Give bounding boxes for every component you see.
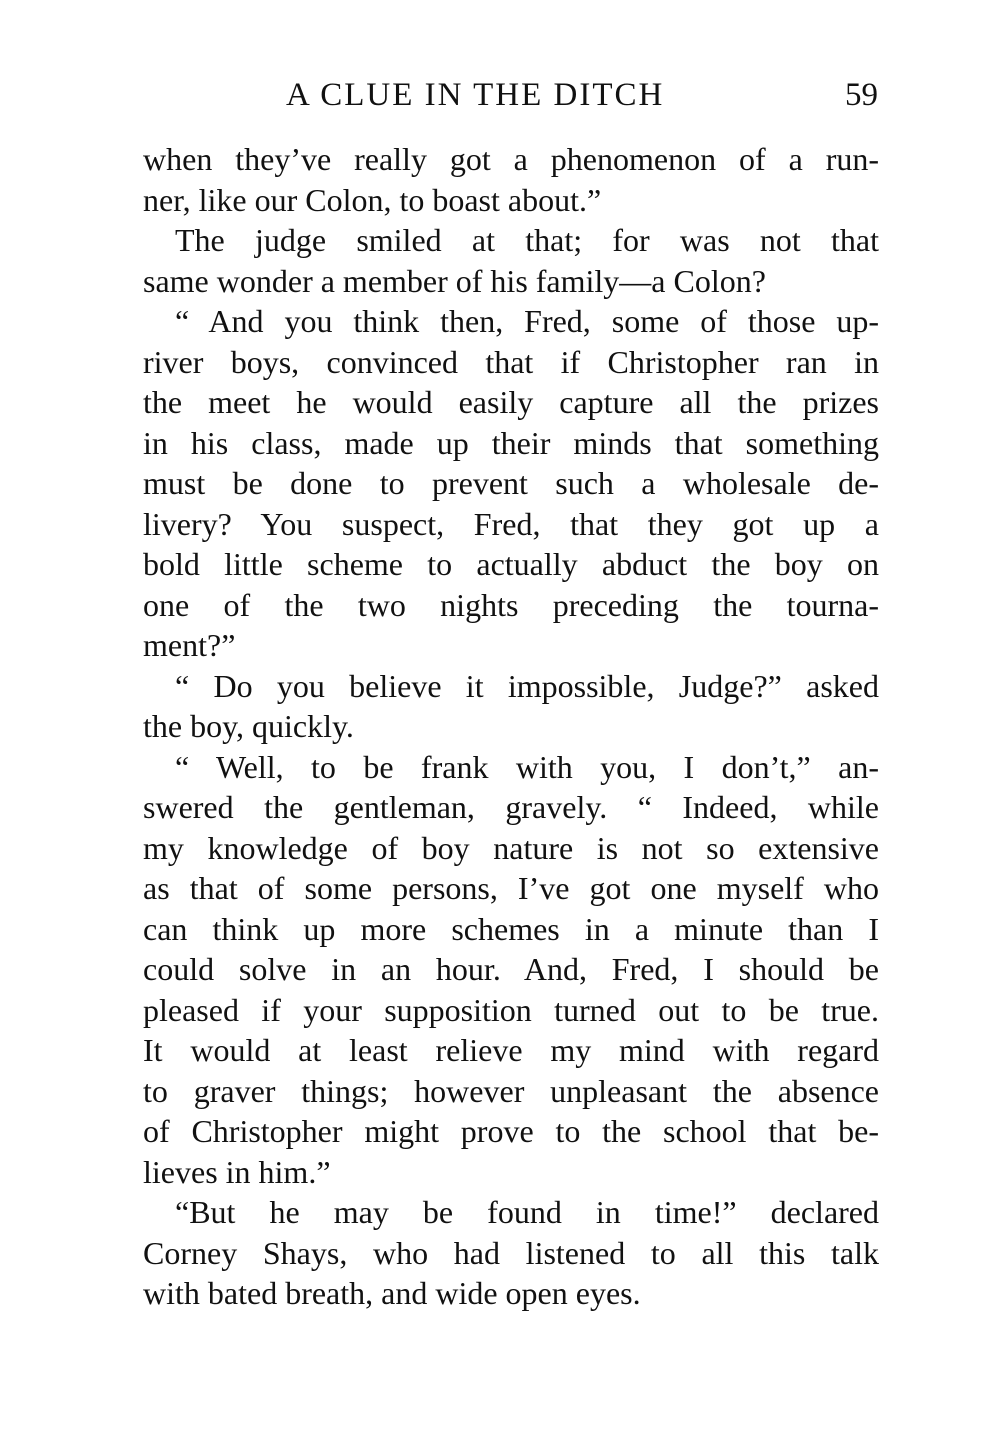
text-line: The judge smiled at that; for was not that bbox=[175, 222, 879, 258]
running-head bbox=[140, 72, 878, 118]
text-line: swered the gentleman, gravely. “ Indeed, while bbox=[143, 789, 879, 825]
text-line: river boys, convinced that if Christopher ran in bbox=[143, 343, 879, 380]
text-line: could solve in an hour. And, Fred, I should be bbox=[143, 951, 879, 987]
text-line: “But he may be found in time!” declared bbox=[175, 1194, 879, 1230]
text-line: It would at least relieve my mind with regard bbox=[143, 1032, 879, 1068]
text-line: to graver things; however unpleasant the absence bbox=[143, 1072, 879, 1109]
body-text bbox=[143, 139, 879, 1314]
text-line: pleased if your supposition turned out to be true. bbox=[143, 991, 879, 1028]
text-line: bold little scheme to actually abduct the boy on bbox=[143, 546, 879, 582]
text-line: same wonder a member of his family—a Colon? bbox=[143, 262, 766, 299]
text-line: Corney Shays, who had listened to all this talk bbox=[143, 1234, 879, 1271]
text-line: with bated breath, and wide open eyes. bbox=[143, 1275, 641, 1311]
text-line: the meet he would easily capture all the prizes bbox=[143, 384, 879, 420]
text-line: “ Do you believe it impossible, Judge?” asked bbox=[175, 667, 879, 704]
running-title: A CLUE IN THE DITCH bbox=[286, 77, 665, 113]
text-line: ment?” bbox=[143, 627, 236, 663]
text-line: can think up more schemes in a minute than I bbox=[143, 910, 879, 947]
text-line: as that of some persons, I’ve got one myself who bbox=[143, 870, 879, 906]
page-number: 59 bbox=[845, 77, 878, 113]
text-line: my knowledge of boy nature is not so extensive bbox=[143, 829, 879, 866]
text-line: in his class, made up their minds that something bbox=[143, 424, 879, 461]
text-line: must be done to prevent such a wholesale de- bbox=[143, 465, 879, 501]
text-line: the boy, quickly. bbox=[143, 708, 354, 744]
text-line: “ And you think then, Fred, some of those up- bbox=[175, 303, 879, 339]
text-line: lieves in him.” bbox=[143, 1153, 331, 1190]
text-line: “ Well, to be frank with you, I don’t,” an- bbox=[175, 748, 879, 785]
text-line: livery? You suspect, Fred, that they got up a bbox=[143, 505, 879, 542]
text-line: when they’ve really got a phenomenon of a run- bbox=[143, 141, 879, 177]
text-line: ner, like our Colon, to boast about.” bbox=[143, 181, 602, 218]
text-line: of Christopher might prove to the school that be- bbox=[143, 1113, 879, 1149]
text-line: one of the two nights preceding the tourna- bbox=[143, 586, 879, 623]
